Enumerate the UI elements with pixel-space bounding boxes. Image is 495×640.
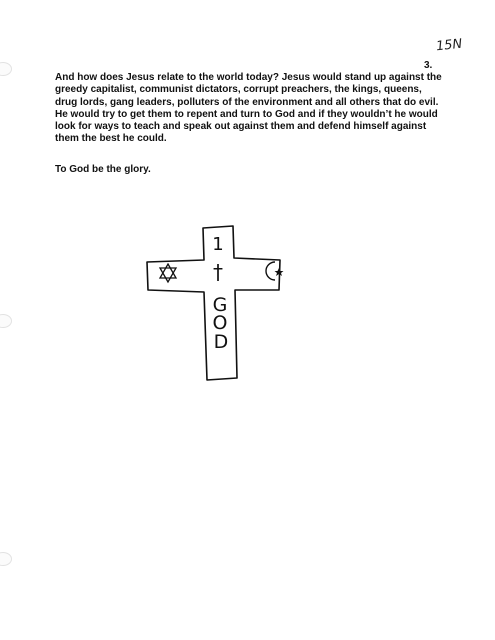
hole-punch-mark xyxy=(0,314,12,328)
cross-drawing xyxy=(140,220,300,385)
cross-mark: † xyxy=(213,260,223,284)
crescent-and-star-icon xyxy=(266,262,284,280)
handwritten-page-code: 15N xyxy=(435,36,463,55)
page-number: 3. xyxy=(424,60,433,71)
hole-punch-mark xyxy=(0,552,12,566)
hole-punch-mark xyxy=(0,62,12,76)
body-paragraph: And how does Jesus relate to the world today? Jesus would stand up against the greedy capitalist, communist dictators, corrupt preachers, the kings, queens, drug lords, gang leaders, polluters of the environment and all others that do evil. He would try to get them to repent and turn to God and if they wouldn’t he would look for ways to teach and speak out against them and defend himself against them the best he could. xyxy=(55,72,442,145)
cross-top-text: 1 xyxy=(212,234,224,255)
star-of-david-icon xyxy=(160,264,176,282)
cross-letter-o: O xyxy=(212,312,228,334)
closing-line: To God be the glory. xyxy=(55,164,151,175)
cross-letter-d: D xyxy=(213,331,229,353)
cross-letter-g: G xyxy=(212,294,228,316)
